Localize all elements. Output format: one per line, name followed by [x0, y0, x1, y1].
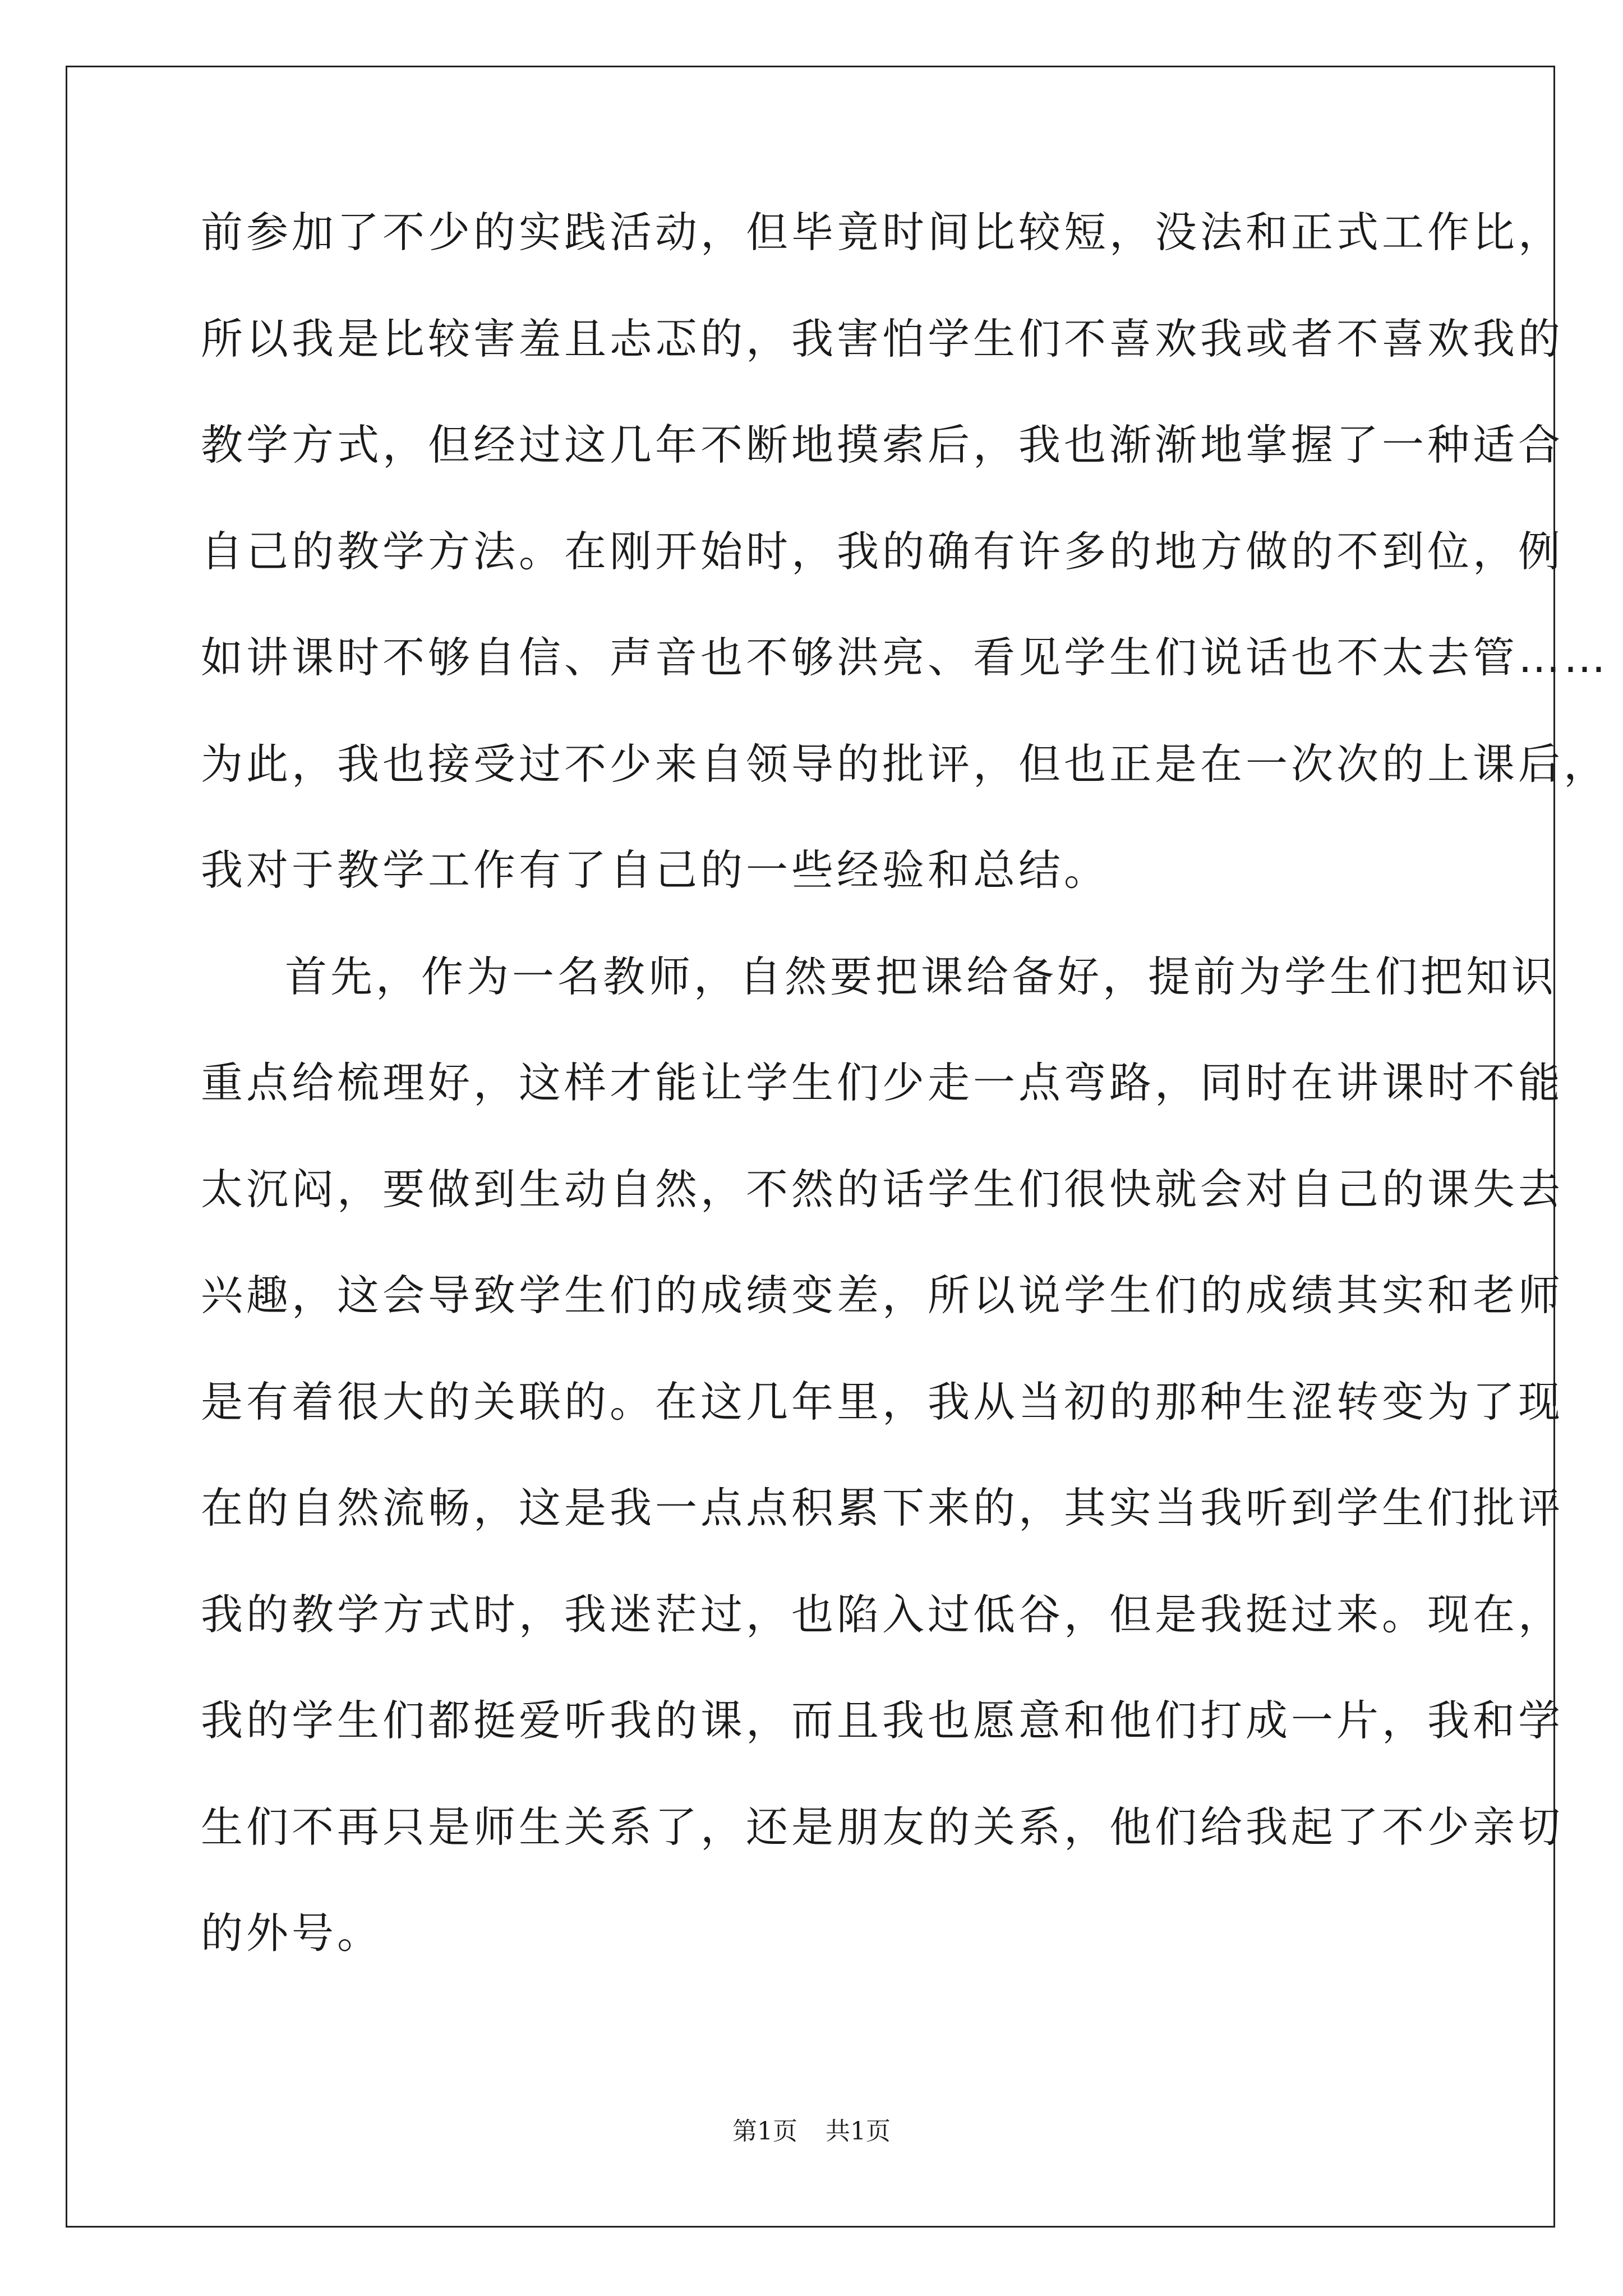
text-line: 是有着很大的关联的。在这几年里，我从当初的那种生涩转变为了现 — [201, 1377, 1564, 1427]
text-line: 重点给梳理好，这样才能让学生们少走一点弯路，同时在讲课时不能 — [201, 1058, 1564, 1107]
text-line: 生们不再只是师生关系了，还是朋友的关系，他们给我起了不少亲切 — [201, 1802, 1564, 1852]
text-line: 为此，我也接受过不少来自领导的批评，但也正是在一次次的上课后， — [201, 739, 1610, 789]
text-line: 我对于教学工作有了自己的一些经验和总结。 — [201, 845, 1110, 895]
text-line: 如讲课时不够自信、声音也不够洪亮、看见学生们说话也不太去管…… — [201, 633, 1610, 682]
text-line: 我的学生们都挺爱听我的课，而且我也愿意和他们打成一片，我和学 — [201, 1696, 1564, 1745]
text-line: 前参加了不少的实践活动，但毕竟时间比较短，没法和正式工作比， — [201, 208, 1564, 257]
document-body — [201, 208, 1610, 2019]
text-line: 自己的教学方法。在刚开始时，我的确有许多的地方做的不到位，例 — [201, 526, 1564, 576]
text-line: 兴趣，这会导致学生们的成绩变差，所以说学生们的成绩其实和老师 — [201, 1271, 1564, 1320]
page-footer — [0, 2118, 1623, 2146]
text-line: 在的自然流畅，这是我一点点积累下来的，其实当我听到学生们批评 — [201, 1483, 1564, 1533]
page-number-current: 第1页 — [732, 2117, 797, 2146]
text-line: 我的教学方式时，我迷茫过，也陷入过低谷，但是我挺过来。现在， — [201, 1589, 1564, 1639]
text-line: 太沉闷，要做到生动自然，不然的话学生们很快就会对自己的课失去 — [201, 1164, 1564, 1214]
text-line: 所以我是比较害羞且忐忑的，我害怕学生们不喜欢我或者不喜欢我的 — [201, 314, 1564, 364]
text-line: 首先，作为一名教师，自然要把课给备好，提前为学生们把知识 — [285, 951, 1557, 1001]
text-line: 教学方式，但经过这几年不断地摸索后，我也渐渐地掌握了一种适合 — [201, 420, 1564, 470]
page-number-total: 共1页 — [826, 2117, 891, 2146]
text-line: 的外号。 — [201, 1908, 383, 1958]
